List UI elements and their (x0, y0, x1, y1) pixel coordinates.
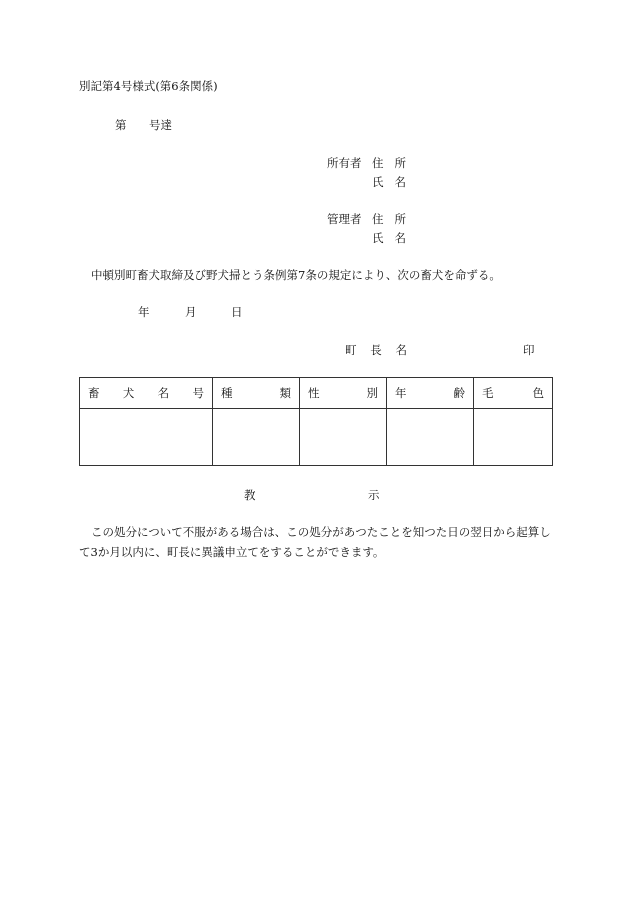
date-day: 日 (231, 305, 243, 319)
seal-mark: 印 (523, 343, 535, 357)
header-char: 年 (395, 386, 407, 400)
header-char: 色 (532, 386, 544, 400)
header-char: 畜 (88, 386, 100, 400)
header-age (387, 378, 474, 409)
header-char: 別 (366, 386, 378, 400)
header-char: 名 (157, 386, 170, 400)
form-title: 別記第4号様式(第6条関係) (79, 79, 218, 93)
mayor-label (345, 343, 407, 357)
mayor-char-3: 名 (395, 343, 407, 357)
cell-sex (300, 409, 387, 466)
header-coat-color (474, 378, 553, 409)
owner-name-char-1: 氏 (372, 175, 384, 189)
manager-name-char-2: 名 (394, 231, 406, 245)
table-header-row (80, 378, 553, 409)
cell-coat-color (474, 409, 553, 466)
manager-label: 管理者 (327, 212, 362, 226)
table-row (80, 409, 553, 466)
header-char: 毛 (482, 386, 494, 400)
owner-address-label (372, 156, 406, 170)
order-text: 中頓別町畜犬取締及び野犬掃とう条例第7条の規定により、次の畜犬を命ずる。 (91, 268, 501, 282)
header-char: 種 (221, 386, 233, 400)
manager-address-label (372, 212, 406, 226)
header-char: 齢 (453, 386, 465, 400)
cell-age (387, 409, 474, 466)
manager-name-char-1: 氏 (372, 231, 384, 245)
cell-dog-name (80, 409, 213, 466)
date-month: 月 (185, 305, 197, 319)
header-breed (213, 378, 300, 409)
header-char: 犬 (122, 386, 135, 400)
header-dog-name (80, 378, 213, 409)
header-char: 性 (308, 386, 320, 400)
dog-info-table (79, 377, 553, 466)
number-prefix: 第 (115, 118, 127, 132)
header-char: 号 (192, 386, 204, 400)
owner-label: 所有者 (327, 156, 362, 170)
manager-address-char-2: 所 (394, 212, 406, 226)
owner-name-label (372, 175, 406, 189)
number-suffix: 号達 (149, 118, 172, 132)
header-char: 類 (279, 386, 291, 400)
mayor-char-1: 町 (345, 343, 357, 357)
owner-address-char-2: 所 (394, 156, 406, 170)
notice-title-char-2: 示 (368, 488, 380, 502)
cell-breed (213, 409, 300, 466)
header-sex (300, 378, 387, 409)
owner-name-char-2: 名 (394, 175, 406, 189)
notice-title-char-1: 教 (244, 488, 256, 502)
manager-name-label (372, 231, 406, 245)
manager-address-char-1: 住 (372, 212, 384, 226)
notice-body: この処分について不服がある場合は、この処分があつたことを知つた日の翌日から起算して3か月以内に、町長に異議申立てをすることができます。 (79, 525, 551, 559)
owner-address-char-1: 住 (372, 156, 384, 170)
mayor-char-2: 長 (370, 343, 382, 357)
date-year: 年 (138, 305, 150, 319)
